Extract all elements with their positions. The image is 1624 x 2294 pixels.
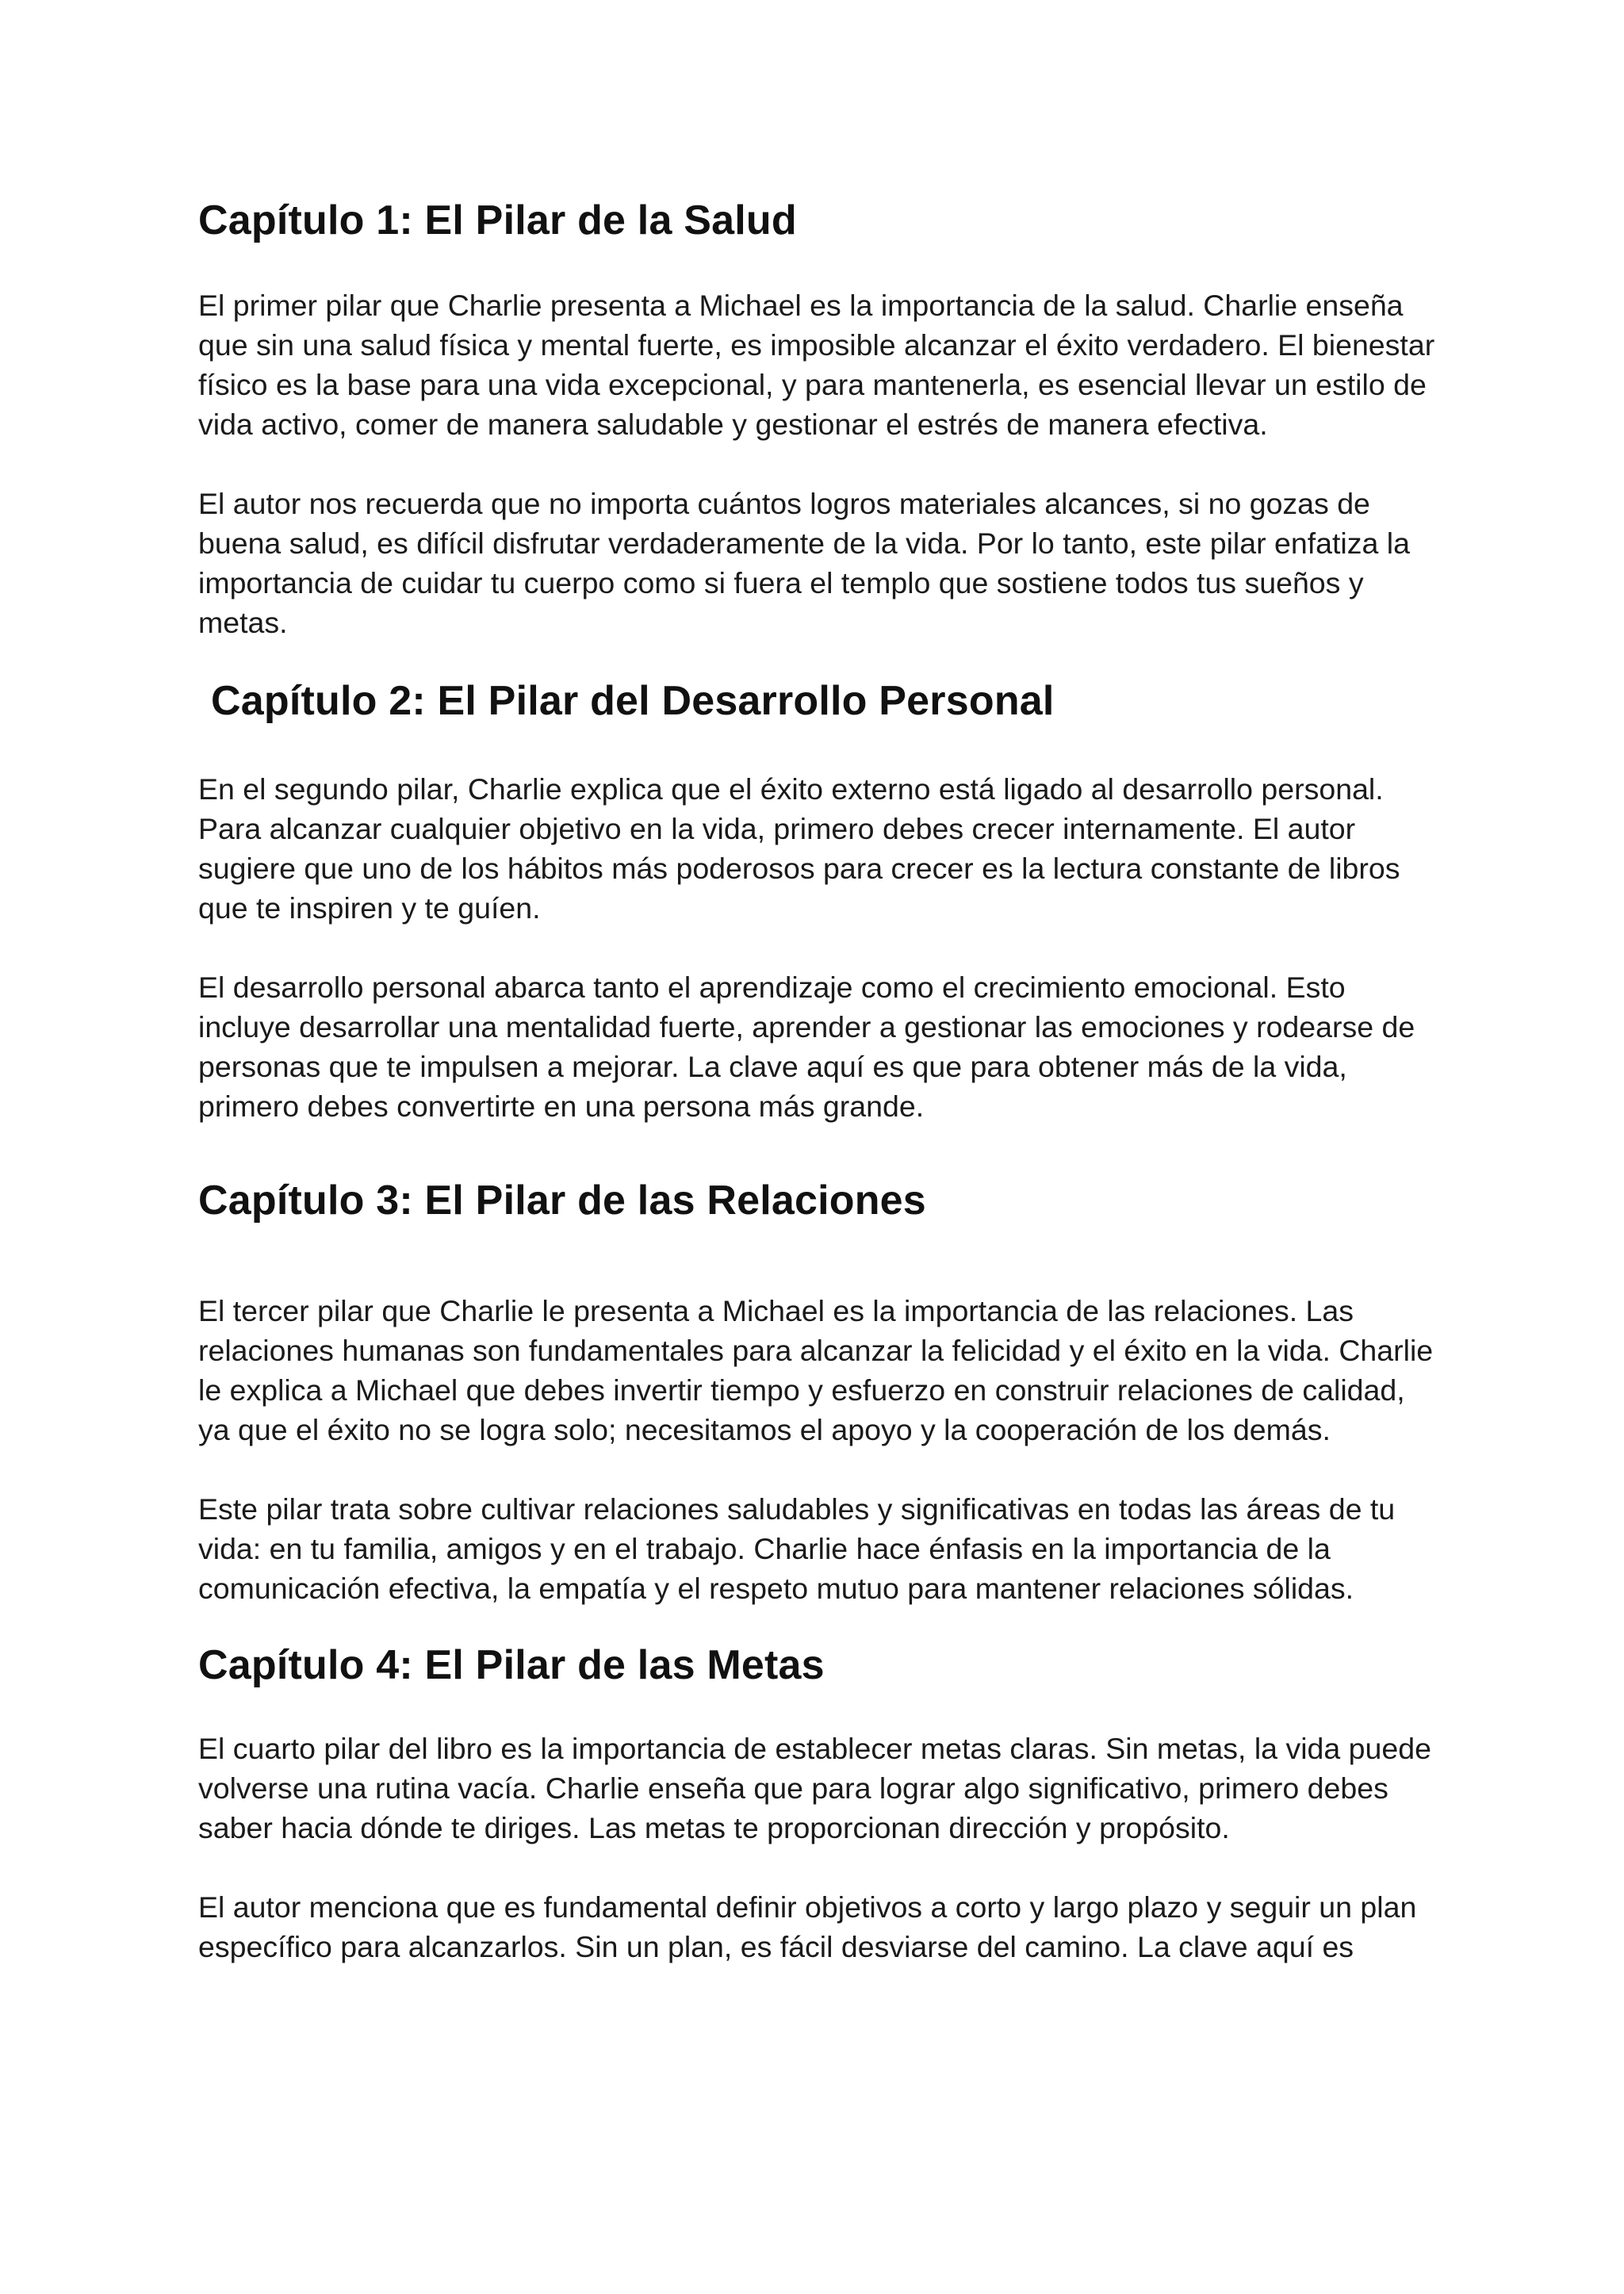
chapter-3-heading: Capítulo 3: El Pilar de las Relaciones [198, 1178, 926, 1224]
chapter-1-paragraph-1: El primer pilar que Charlie presenta a Michael es la importancia de la salud. Charlie enseña que sin una salud física y mental fuerte, es imposible alcanzar el éxito verdadero. El bienestar físico es la base para una vida excepcional, y para mantenerla, es esencial llevar un estilo de vida activo, comer de manera saludable y gestionar el estrés de manera efectiva. [198, 289, 1435, 441]
chapter-3-paragraph-1: El tercer pilar que Charlie le presenta a Michael es la importancia de las relaciones. Las relaciones humanas son fundamentales para alcanzar la felicidad y el éxito en la vida. Charlie le explica a Michael que debes invertir tiempo y esfuerzo en construir relaciones de calidad, ya que el éxito no se logra solo; necesitamos el apoyo y la cooperación de los demás. [198, 1294, 1434, 1446]
chapter-2-paragraph-1: En el segundo pilar, Charlie explica que el éxito externo está ligado al desarrollo personal. Para alcanzar cualquier objetivo en la vida, primero debes crecer internamente. El autor sugiere que uno de los hábitos más poderosos para crecer es la lectura constante de libros que te inspiren y te guíen. [198, 772, 1400, 925]
chapter-1-heading: Capítulo 1: El Pilar de la Salud [198, 197, 797, 243]
chapter-4-heading: Capítulo 4: El Pilar de las Metas [198, 1642, 825, 1688]
chapter-4-paragraph-2: El autor menciona que es fundamental definir objetivos a corto y largo plazo y seguir un plan específico para alcanzarlos. Sin un plan, es fácil desviarse del camino. La clave aquí es [198, 1890, 1417, 1963]
chapter-1-paragraph-2: El autor nos recuerda que no importa cuántos logros materiales alcances, si no gozas de buena salud, es difícil disfrutar verdaderamente de la vida. Por lo tanto, este pilar enfatiza la importancia de cuidar tu cuerpo como si fuera el templo que sostiene todos tus sueños y metas. [198, 487, 1410, 639]
chapter-4-paragraph-1: El cuarto pilar del libro es la importancia de establecer metas claras. Sin metas, la vida puede volverse una rutina vacía. Charlie enseña que para lograr algo significativo, primero debes saber hacia dónde te diriges. Las metas te proporcionan dirección y propósito. [198, 1732, 1431, 1844]
chapter-2-paragraph-2: El desarrollo personal abarca tanto el aprendizaje como el crecimiento emocional. Esto incluye desarrollar una mentalidad fuerte, aprender a gestionar las emociones y rodearse de personas que te impulsen a mejorar. La clave aquí es que para obtener más de la vida, primero debes convertirte en una persona más grande. [198, 971, 1415, 1123]
chapter-2-heading: Capítulo 2: El Pilar del Desarrollo Personal [211, 678, 1055, 724]
chapter-3-paragraph-2: Este pilar trata sobre cultivar relaciones saludables y significativas en todas las áreas de tu vida: en tu familia, amigos y en el trabajo. Charlie hace énfasis en la importancia de la comunicación efectiva, la empatía y el respeto mutuo para mantener relaciones sólidas. [198, 1492, 1396, 1605]
document-body [198, 195, 1443, 1967]
